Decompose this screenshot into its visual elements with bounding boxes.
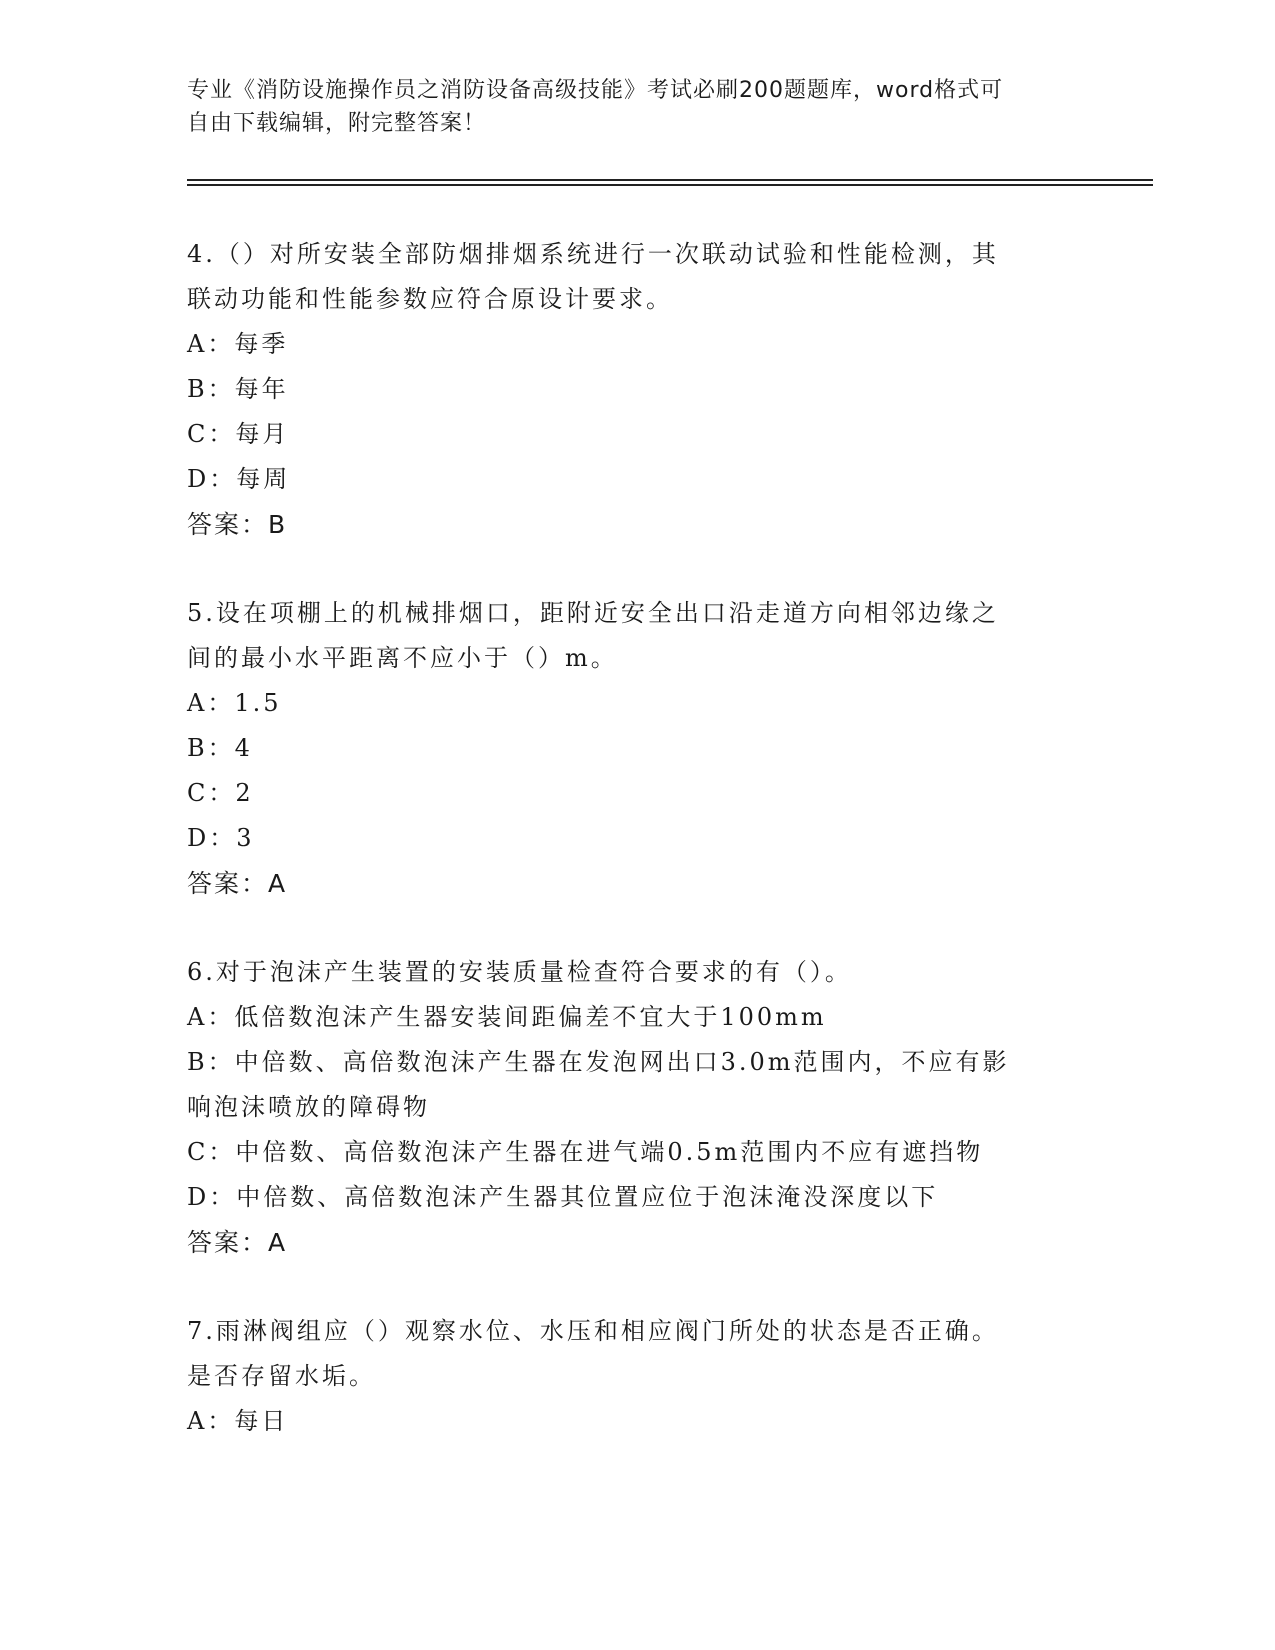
question-4-option-c: C：每月	[187, 420, 290, 448]
question-4-text-line-2: 联动功能和性能参数应符合原设计要求。	[187, 285, 673, 313]
question-5-text-line-2: 间的最小水平距离不应小于（）m。	[187, 644, 618, 672]
question-6-text-line-1: 6.对于泡沫产生装置的安装质量检查符合要求的有（）。	[187, 958, 852, 986]
question-7	[187, 1309, 1087, 1444]
question-4-option-b: B：每年	[187, 375, 289, 403]
question-4-answer: 答案：B	[187, 510, 288, 539]
question-5-answer: 答案：A	[187, 869, 288, 898]
question-4-option-d: D：每周	[187, 465, 291, 493]
question-6-option-c: C：中倍数、高倍数泡沫产生器在进气端0.5m范围内不应有遮挡物	[187, 1138, 984, 1166]
header-line-1: 专业《消防设施操作员之消防设备高级技能》考试必刷200题题库，word格式可	[187, 78, 1004, 103]
header-divider-bottom	[187, 184, 1153, 186]
question-4-text-line-1: 4.（）对所安装全部防烟排烟系统进行一次联动试验和性能检测，其	[187, 240, 999, 268]
question-list	[187, 232, 1087, 1488]
question-6-option-a: A：低倍数泡沫产生器安装间距偏差不宜大于100mm	[187, 1003, 827, 1031]
question-6-option-b-line-2: 响泡沫喷放的障碍物	[187, 1093, 430, 1121]
question-6-answer: 答案：A	[187, 1228, 288, 1257]
question-6-option-b-line-1: B：中倍数、高倍数泡沫产生器在发泡网出口3.0m范围内，不应有影	[187, 1048, 1010, 1076]
question-5-option-d: D：3	[187, 824, 255, 852]
question-4-option-a: A：每季	[187, 330, 289, 358]
header-divider-top	[187, 179, 1153, 181]
question-5-option-b: B：4	[187, 734, 253, 762]
document-header	[187, 74, 1067, 140]
question-6-option-d: D：中倍数、高倍数泡沫产生器其位置应位于泡沫淹没深度以下	[187, 1183, 939, 1211]
question-6	[187, 950, 1087, 1265]
question-5	[187, 591, 1087, 906]
question-5-option-a: A：1.5	[187, 689, 282, 717]
header-line-2: 自由下载编辑，附完整答案！	[187, 111, 487, 136]
question-7-text-line-1: 7.雨淋阀组应（）观察水位、水压和相应阀门所处的状态是否正确。	[187, 1317, 999, 1345]
question-4	[187, 232, 1087, 547]
question-5-text-line-1: 5.设在项棚上的机械排烟口，距附近安全出口沿走道方向相邻边缘之	[187, 599, 999, 627]
question-7-option-a: A：每日	[187, 1407, 289, 1435]
question-5-option-c: C：2	[187, 779, 254, 807]
question-7-text-line-2: 是否存留水垢。	[187, 1362, 376, 1390]
